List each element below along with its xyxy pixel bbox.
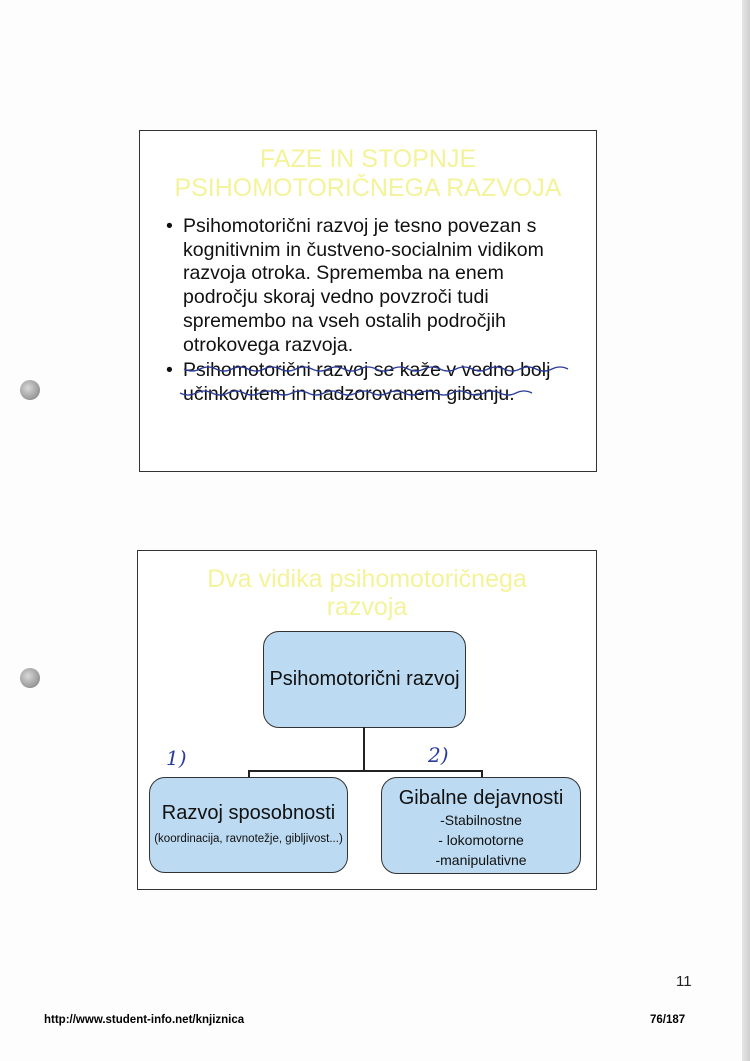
right-node-item: -Stabilnostne: [440, 812, 522, 828]
handwritten-mark-1: 1): [166, 746, 187, 770]
right-node: [381, 777, 581, 874]
bullet-item: • Psihomotorični razvoj je tesno povezan s kognitivnim in čustveno-socialnim vidikom razvoja otroka. Sprememba na enem področju skoraj vedno povzroči tudi spremembo na vseh ostalih področjih otrokovega razvoja.: [166, 215, 584, 357]
left-node-title: Razvoj sposobnosti: [161, 802, 336, 824]
punch-hole: [20, 668, 40, 688]
right-node-item: - lokomotorne: [438, 832, 524, 848]
connector: [363, 727, 365, 771]
bullet-item: • Psihomotorični razvoj se kaže v vedno bolj učinkovitem in nadzorovanem gibanju.: [166, 359, 584, 406]
punch-hole: [20, 380, 40, 400]
scan-edge: [742, 0, 750, 1061]
slide-1: [139, 130, 597, 472]
right-node-item: -manipulativne: [435, 852, 527, 868]
left-node-detail: (koordinacija, ravnotežje, gibljivost...): [154, 833, 343, 845]
right-node-title: Gibalne dejavnosti: [398, 787, 564, 809]
connector: [248, 770, 482, 772]
handwritten-underline: [140, 131, 596, 471]
root-node: Psihomotorični razvoj: [263, 631, 466, 728]
page-number: 11: [676, 973, 692, 990]
left-node-detail-text: koordinacija, ravnotežje, gibljivost...: [158, 833, 339, 845]
footer-page: 76/187: [650, 1014, 686, 1026]
left-node: [149, 777, 348, 873]
slide-2-title: Dva vidika psihomotoričnega razvoja: [207, 565, 527, 621]
handwritten-mark-2: 2): [428, 743, 449, 767]
footer-url: http://www.student-info.net/knjiznica: [44, 1014, 245, 1026]
slide-2: [137, 550, 597, 890]
slide-1-title: FAZE IN STOPNJE PSIHOMOTORIČNEGA RAZVOJA: [174, 145, 562, 202]
